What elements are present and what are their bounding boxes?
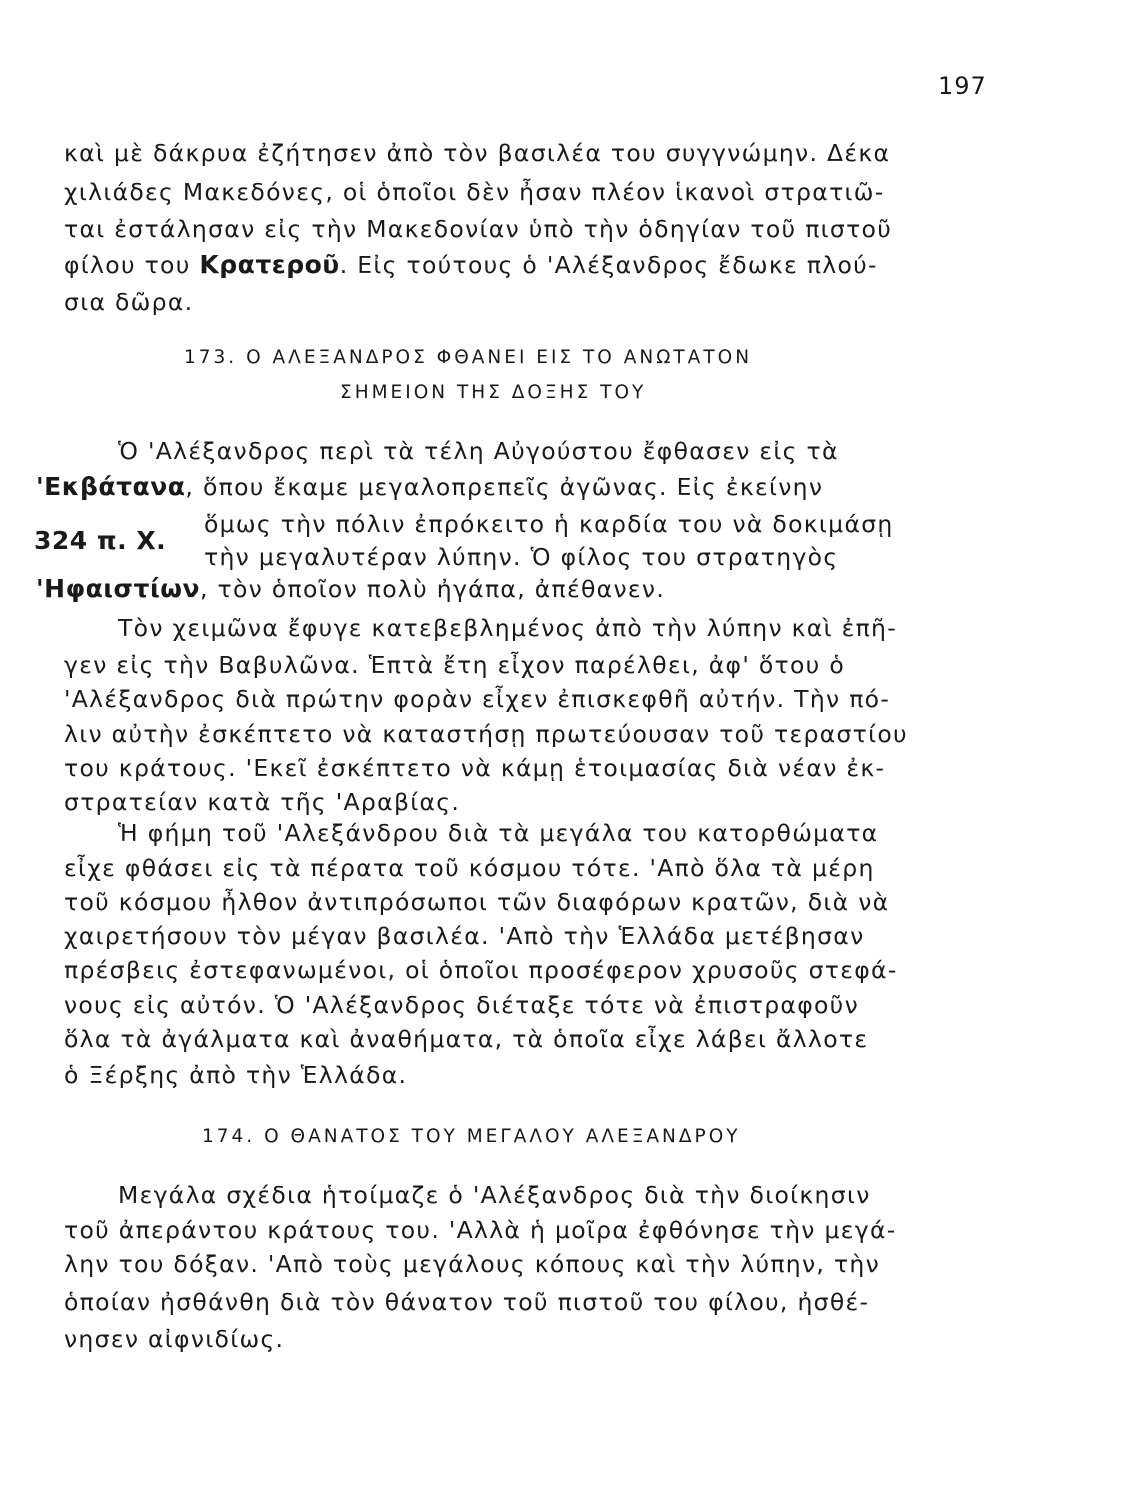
text-fragment: . Εἰς τούτους ὁ 'Αλέξανδρος ἔδωκε πλού-: [339, 251, 878, 279]
text-line: νους εἰς αὐτόν. Ὁ 'Αλέξανδρος διέταξε τότε νὰ ἐπιστραφοῦν: [64, 991, 860, 1019]
text-line: ὅμως τὴν πόλιν ἐπρόκειτο ἡ καρδία του νὰ δοκιμάσῃ: [204, 510, 894, 538]
text-line: λην του δόξαν. 'Απὸ τοὺς μεγάλους κόπους καὶ τὴν λύπην, τὴν: [64, 1250, 881, 1278]
text-line: τοῦ κόσμου ἦλθον ἀντιπρόσωποι τῶν διαφόρων κρατῶν, διὰ νὰ: [64, 888, 890, 916]
text-line: [36, 574, 665, 604]
text-line: του κράτους. 'Εκεῖ ἐσκέπτετο νὰ κάμῃ ἑτοιμασίας διὰ νέαν ἐκ-: [64, 754, 886, 782]
proper-name-bold: 'Εκβάτανα: [36, 472, 186, 501]
text-line: ὁ Ξέρξης ἀπὸ τὴν Ἑλλάδα.: [64, 1061, 408, 1089]
text-line: πρέσβεις ἐστεφανωμένοι, οἱ ὁποῖοι προσέφερον χρυσοῦς στεφά-: [64, 956, 898, 984]
text-line: ται ἐστάλησαν εἰς τὴν Μακεδονίαν ὑπὸ τὴν ὁδηγίαν τοῦ πιστοῦ: [64, 215, 893, 243]
text-line: εἶχε φθάσει εἰς τὰ πέρατα τοῦ κόσμου τότε. 'Απὸ ὅλα τὰ μέρη: [64, 854, 875, 882]
text-line: τοῦ ἀπεράντου κράτους του. 'Αλλὰ ἡ μοῖρα ἐφθόνησε τὴν μεγά-: [64, 1216, 897, 1244]
text-line: [36, 472, 823, 502]
text-line: ὁποίαν ἠσθάνθη διὰ τὸν θάνατον τοῦ πιστοῦ του φίλου, ἠσθέ-: [64, 1288, 870, 1316]
text-line: στρατείαν κατὰ τῆς 'Αραβίας.: [64, 788, 461, 816]
text-line: Μεγάλα σχέδια ἡτοίμαζε ὁ 'Αλέξανδρος διὰ τὴν διοίκησιν: [118, 1181, 871, 1209]
text-line: [64, 250, 878, 280]
text-line: 'Αλέξανδρος διὰ πρώτην φορὰν εἶχεν ἐπισκεφθῆ αὐτήν. Τὴν πό-: [64, 685, 891, 713]
text-line: Ὁ 'Αλέξανδρος περὶ τὰ τέλη Αὐγούστου ἔφθασεν εἰς τὰ: [118, 437, 839, 465]
section-heading: 173. Ο ΑΛΕΞΑΝΔΡΟΣ ΦΘΑΝΕΙ ΕΙΣ ΤΟ ΑΝΩΤΑΤΟΝ: [184, 347, 753, 368]
text-line: Τὸν χειμῶνα ἔφυγε κατεβεβλημένος ἀπὸ τὴν λύπην καὶ ἐπῆ-: [118, 614, 898, 642]
text-line: τὴν μεγαλυτέραν λύπην. Ὁ φίλος του στρατηγὸς: [204, 543, 839, 571]
text-line: γεν εἰς τὴν Βαβυλῶνα. Ἑπτὰ ἔτη εἶχον παρέλθει, ἀφ' ὅτου ὁ: [64, 651, 846, 679]
text-fragment: φίλου του: [64, 251, 200, 279]
section-heading: 174. Ο ΘΑΝΑΤΟΣ ΤΟΥ ΜΕΓΑΛΟΥ ΑΛΕΞΑΝΔΡΟΥ: [202, 1126, 741, 1147]
margin-date: 324 π. Χ.: [34, 526, 167, 555]
text-line: Ἡ φήμη τοῦ 'Αλεξάνδρου διὰ τὰ μεγάλα του κατορθώματα: [118, 819, 879, 847]
section-heading: ΣΗΜΕΙΟΝ ΤΗΣ ΔΟΞΗΣ ΤΟΥ: [340, 382, 647, 403]
page-number: 197: [938, 72, 987, 100]
text-line: ὅλα τὰ ἀγάλματα καὶ ἀναθήματα, τὰ ὁποῖα εἶχε λάβει ἄλλοτε: [64, 1025, 869, 1053]
text-line: λιν αὐτὴν ἐσκέπτετο νὰ καταστήσῃ πρωτεύουσαν τοῦ τεραστίου: [64, 720, 908, 748]
text-fragment: , τὸν ὁποῖον πολὺ ἠγάπα, ἀπέθανεν.: [199, 575, 666, 603]
proper-name-bold: 'Ηφαιστίων: [36, 574, 200, 603]
text-line: καὶ μὲ δάκρυα ἐζήτησεν ἀπὸ τὸν βασιλέα του συγγνώμην. Δέκα: [64, 139, 891, 167]
text-fragment: , ὅπου ἔκαμε μεγαλοπρεπεῖς ἀγῶνας. Εἰς ἐκείνην: [185, 473, 824, 501]
text-line: σια δῶρα.: [64, 288, 194, 316]
text-line: νησεν αἰφνιδίως.: [64, 1325, 285, 1353]
text-line: χιλιάδες Μακεδόνες, οἱ ὁποῖοι δὲν ἦσαν πλέον ἱκανοὶ στρατιῶ-: [64, 178, 885, 206]
proper-name-bold: Κρατεροῦ: [199, 250, 340, 279]
text-line: χαιρετήσουν τὸν μέγαν βασιλέα. 'Απὸ τὴν Ἑλλάδα μετέβησαν: [64, 922, 865, 950]
